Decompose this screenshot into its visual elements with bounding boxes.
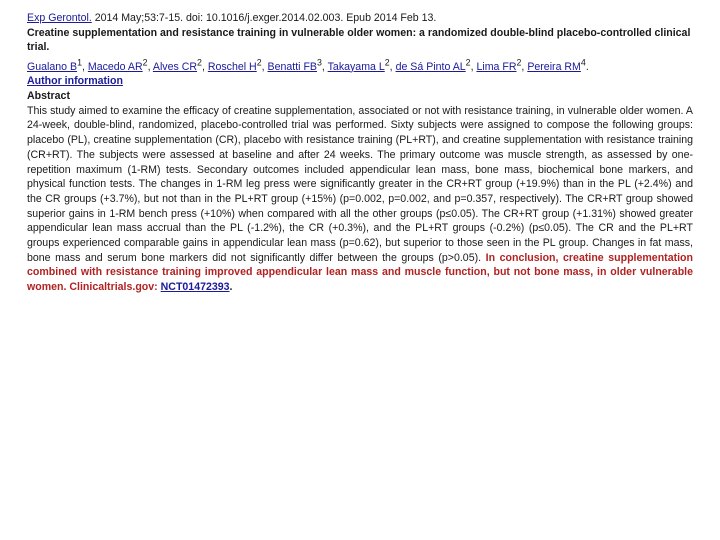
author-separator: . [585,60,589,73]
author-affiliation: 2 [516,57,522,68]
citation-line [27,11,693,26]
author-entry [152,57,208,73]
author-separator: , [201,60,208,73]
author-entry [27,57,88,73]
author-separator: , [321,60,328,73]
author-entry [395,57,477,73]
author-entry [476,57,528,73]
author-entry [87,57,153,73]
author-information-row [27,74,693,89]
author-affiliation: 2 [197,57,202,68]
author-link[interactable]: de Sá Pinto AL [395,60,466,73]
author-link[interactable]: Gualano B [27,60,78,73]
author-link[interactable]: Alves CR [152,60,198,73]
author-separator: , [521,60,528,73]
author-affiliation: 2 [465,57,471,68]
article-title: Creatine supplementation and resistance training in vulnerable older women: a randomized double-blind placebo-controlled clinical trial. [27,26,691,54]
author-affiliation: 2 [256,57,262,68]
author-entry [527,57,589,73]
author-separator: , [81,60,88,73]
author-link[interactable]: Lima FR [476,60,517,73]
author-link[interactable]: Takayama L [327,60,385,73]
author-separator: , [147,60,153,73]
author-affiliation: 4 [580,57,586,68]
author-link[interactable]: Pereira RM [527,60,581,73]
author-link[interactable]: Roschel H [207,60,257,73]
abstract-heading: Abstract [27,90,70,103]
conclusion-text: In conclusion, creatine supplementation combined with resistance training improved appendicular lean mass and muscle function, but not bone mass, in older vulnerable women. Clinicaltrials.gov: [27,251,694,294]
author-link[interactable]: Macedo AR [87,60,143,73]
author-entry [207,57,268,73]
author-affiliation: 3 [317,57,322,68]
author-information-link[interactable]: Author information [27,75,123,88]
abstract-text: This study aimed to examine the efficacy of creatine supplementation, associated or not with resistance training, in vulnerable older women. A 24-week, double-blind, randomized, placebo-controlled trial was performed. Sixty subjects were assigned to compose the following groups: placebo (PL), creatine supplementation (CR), placebo with resistance training (PL+RT), and creatine supplementation with resistance training (CR+RT). The subjects were assessed at baseline and after 24 weeks. The primary outcome was muscle strength, as assessed by one-repetition maximum (1-RM) tests. Secondary outcomes included appendicular lean mass, bone mass, biochemical bone markers, and physical function tests. The changes in 1-RM leg press were significantly greater in the CR+RT group (+19.9%) than in the PL (+2.4%) and the CR groups (+3.7%), but not than in the PL+RT group (+15%) (p=0.002, p=0.002, and p=0.357, respectively). The CR+RT group showed superior gains in 1-RM bench press (+10%) when compared with all the other groups (p≤0.05). The CR+RT group (+1.31%) showed greater appendicular lean mass accrual than the PL (-1.2%), the CR (+0.3%), and the PL+RT groups (-0.2%) (p≤0.05). The CR and the PL+RT groups experienced comparable gains in appendicular lean mass (p=0.62), but superior to those seen in the PL group. Changes in fat mass, bone mass and serum bone markers did not significantly differ between the groups (p>0.05). [27,104,693,264]
author-link[interactable]: Benatti FB [267,60,317,73]
journal-link[interactable]: Exp Gerontol. [27,12,92,24]
article-record [27,11,693,295]
citation-details: 2014 May;53:7-15. doi: 10.1016/j.exger.2014.02.003. Epub 2014 Feb 13. [91,12,437,24]
author-separator: , [470,60,477,73]
author-affiliation: 1 [77,57,82,68]
trial-registration-link[interactable]: NCT01472393 [160,281,230,294]
author-entry [327,57,396,73]
author-list [27,55,693,74]
trial-end-period: . [229,281,233,294]
author-affiliation: 2 [384,57,390,68]
author-separator: , [389,60,396,73]
author-affiliation: 2 [142,57,148,68]
abstract-body [27,104,693,295]
author-entry [267,57,328,73]
author-separator: , [261,60,268,73]
